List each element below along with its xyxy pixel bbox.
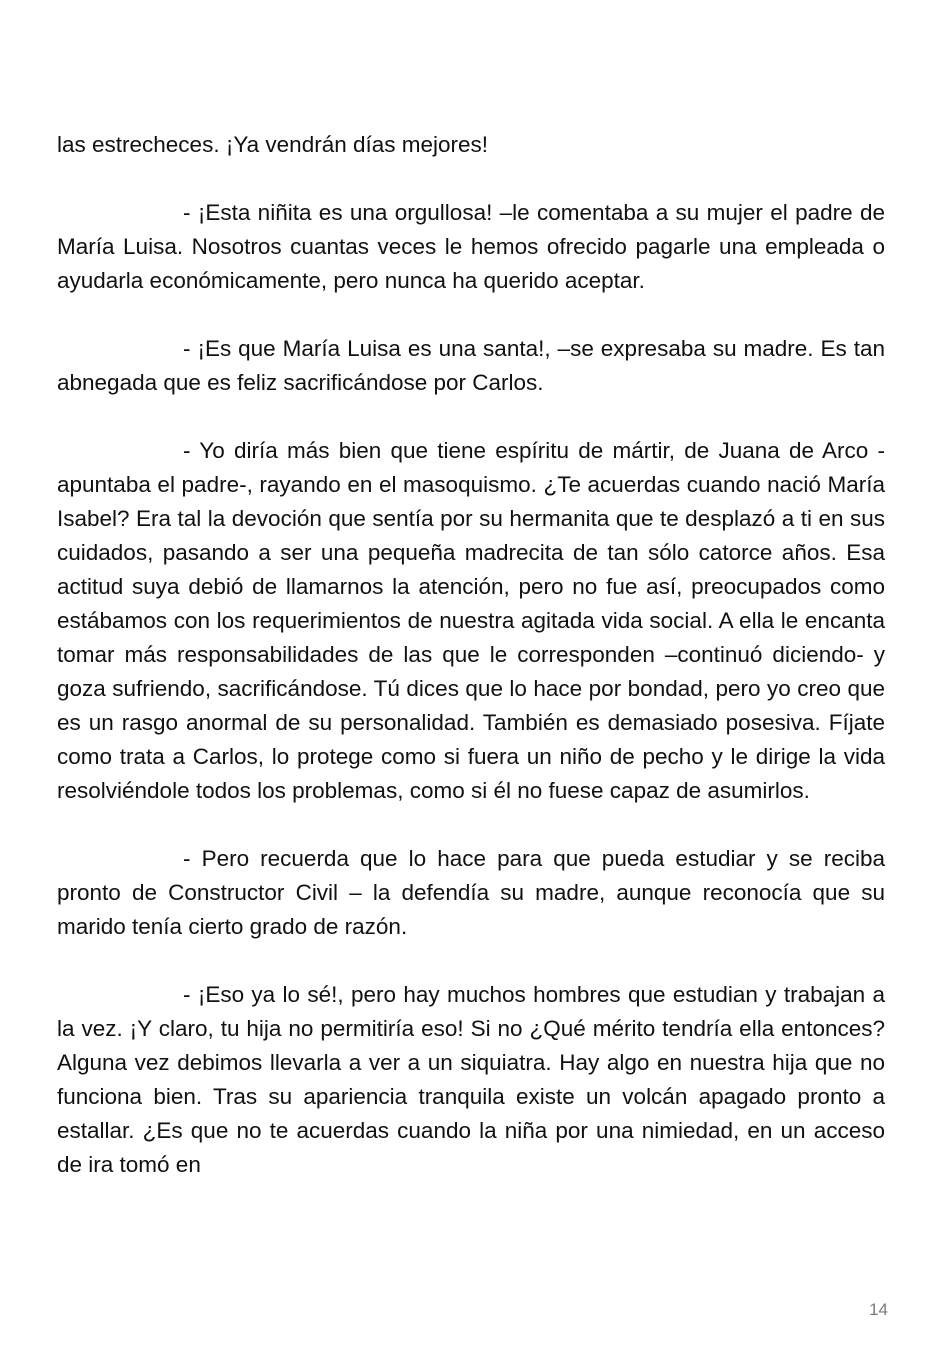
page-number: 14 bbox=[869, 1300, 888, 1319]
paragraph-dialogue-4: - Pero recuerda que lo hace para que pueda estudiar y se reciba pronto de Constructor Civil – la defendía su madre, aunque reconocía que su marido tenía cierto grado de razón. bbox=[57, 846, 885, 939]
paragraph-dialogue-5: - ¡Eso ya lo sé!, pero hay muchos hombres que estudian y trabajan a la vez. ¡Y claro, tu hija no permitiría eso! Si no ¿Qué mérito tendría ella entonces? Alguna vez debimos llevarla a ver a un siquiatra. Hay algo en nuestra hija que no funciona bien. Tras su apariencia tranquila existe un volcán apagado pronto a estallar. ¿Es que no te acuerdas cuando la niña por una nimiedad, en un acceso de ira tomó en bbox=[57, 982, 885, 1177]
paragraph-continuation: las estrecheces. ¡Ya vendrán días mejores! bbox=[57, 132, 489, 157]
paragraph-dialogue-3: - Yo diría más bien que tiene espíritu de mártir, de Juana de Arco -apuntaba el padre-, rayando en el masoquismo. ¿Te acuerdas cuando nació María Isabel? Era tal la devoción que sentía por su hermanita que te desplazó a ti en sus cuidados, pasando a ser una pequeña madrecita de tan sólo catorce años. Esa actitud suya debió de llamarnos la atención, pero no fue así, preocupados como estábamos con los requerimientos de nuestra agitada vida social. A ella le encanta tomar más responsabilidades de las que le corresponden –continuó diciendo- y goza sufriendo, sacrificándose. Tú dices que lo hace por bondad, pero yo creo que es un rasgo anormal de su personalidad. También es demasiado posesiva. Fíjate como trata a Carlos, lo protege como si fuera un niño de pecho y le dirige la vida resolviéndole todos los problemas, como si él no fuese capaz de asumirlos. bbox=[57, 438, 885, 803]
body-text bbox=[57, 128, 885, 1182]
paragraph-dialogue-2: - ¡Es que María Luisa es una santa!, –se expresaba su madre. Es tan abnegada que es feliz sacrificándose por Carlos. bbox=[57, 336, 885, 395]
paragraph-dialogue-1: - ¡Esta niñita es una orgullosa! –le comentaba a su mujer el padre de María Luisa. Nosotros cuantas veces le hemos ofrecido pagarle una empleada o ayudarla económicamente, pero nunca ha querido aceptar. bbox=[57, 200, 885, 293]
